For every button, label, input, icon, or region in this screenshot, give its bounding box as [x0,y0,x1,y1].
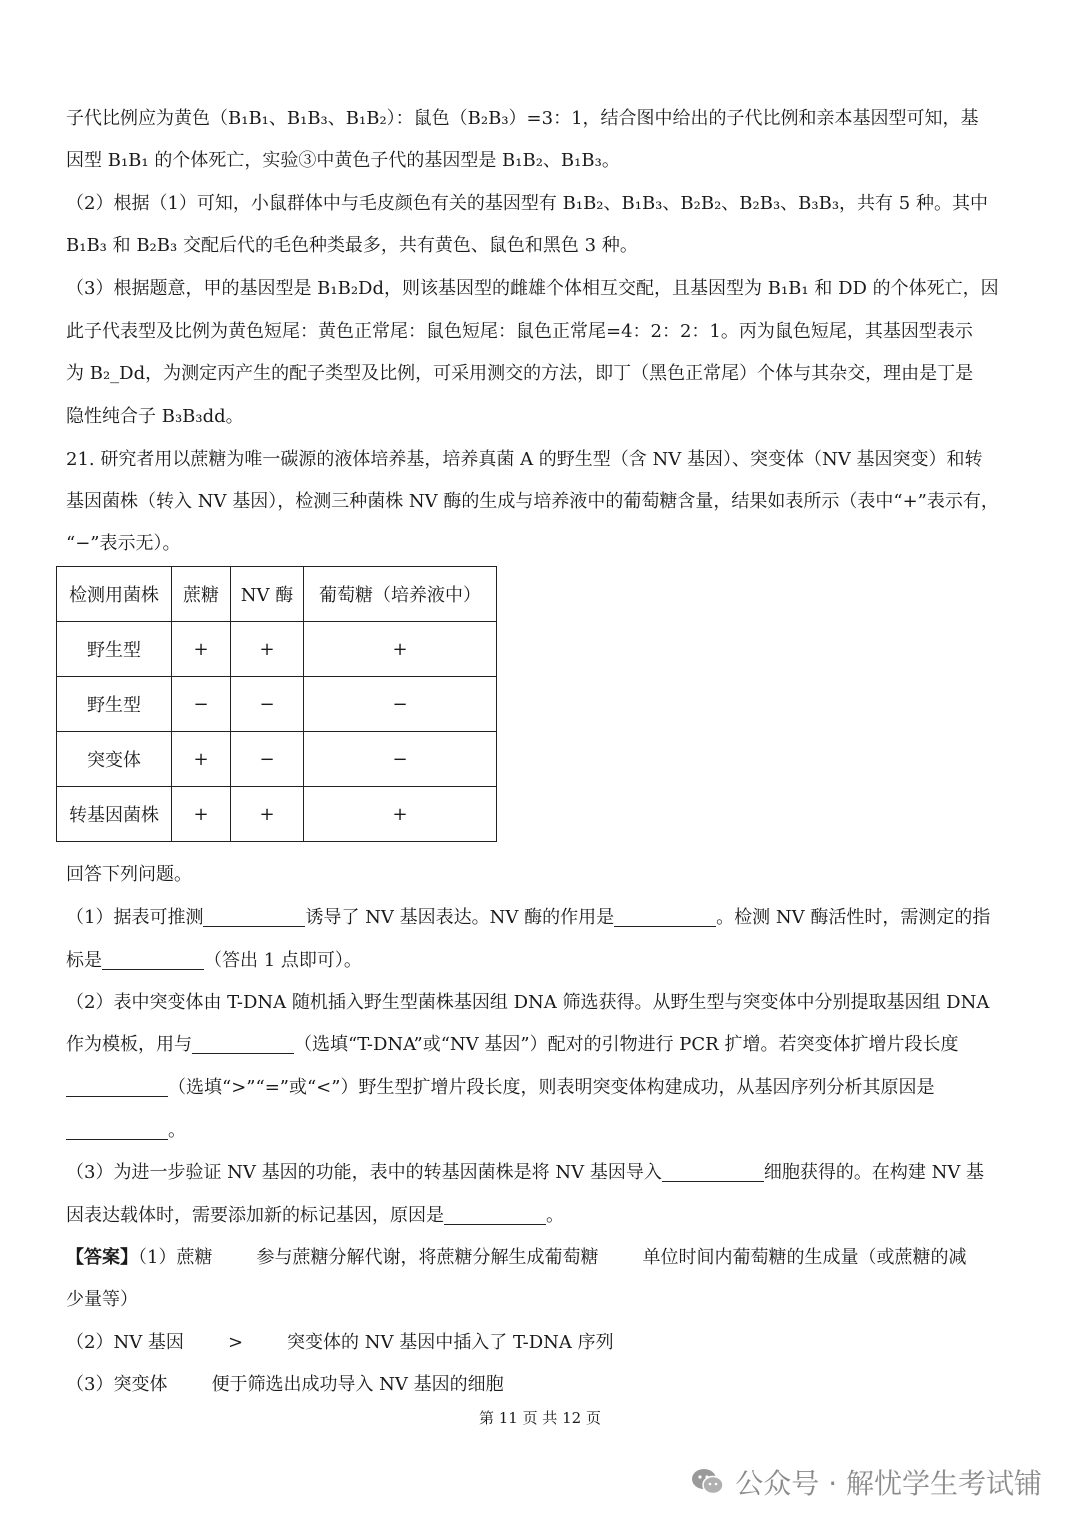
sub-question-3 [66,1152,1021,1194]
page-number: 第 11 页 共 12 页 [478,1409,601,1427]
table-header-row [57,567,497,622]
table-cell: − [231,732,304,787]
table-header-cell: 蔗糖 [172,567,231,622]
watermark-text: 公众号 · 解忧学生考试铺 [735,1467,1042,1500]
question-text: 细胞获得的。在构建 NV 基 [763,1162,985,1183]
table-cell: 突变体 [57,732,172,787]
answer-blank [662,1163,764,1182]
answer-blank [66,1121,168,1140]
answer-text: 单位时间内葡萄糖的生成量（或蔗糖的减 [642,1247,967,1268]
table-cell: + [304,787,497,842]
answer-blank [66,1078,168,1097]
prev-answer-line: 为 B₂_Dd，为测定丙产生的配子类型及比例，可采用测交的方法，即丁（黑色正常尾）个体与其杂交，理由是丁是 [66,363,974,384]
prev-answer-line: （2）根据（1）可知，小鼠群体中与毛皮颜色有关的基因型有 B₁B₂、B₁B₃、B₂B₂、B₂B₃、B₃B₃，共有 5 种。其中 [66,193,988,214]
table-cell: + [172,622,231,677]
answer-blank [192,1035,294,1054]
answer-label: 【答案】 [66,1247,138,1268]
table-cell: + [231,787,304,842]
table-cell: + [172,732,231,787]
table-cell: − [304,677,497,732]
answer-text: （1）蔗糖 [138,1247,213,1268]
answer-line-1 [66,1237,1021,1279]
question-stem-line: 基因菌株（转入 NV 基因），检测三种菌株 NV 酶的生成与培养液中的葡萄糖含量，结果如表所示（表中“+”表示有， [66,491,999,512]
table-header-cell: 检测用菌株 [57,567,172,622]
answer-text: > [227,1332,244,1353]
table-header-cell: 葡萄糖（培养液中） [304,567,497,622]
prev-answer-line: （3）根据题意，甲的基因型是 B₁B₂Dd，则该基因型的雌雄个体相互交配，且基因型为 B₁B₁ 和 DD 的个体死亡，因 [66,278,999,299]
sub-question-1-cont [66,940,1021,982]
answer-text: （3）突变体 [66,1374,168,1395]
sub-question-2-cont [66,1110,1021,1152]
answer-blank [614,908,716,927]
answer-line-2 [66,1322,1021,1364]
sub-question-3-cont [66,1195,1021,1237]
sub-question-2: （2）表中突变体由 T-DNA 随机插入野生型菌株基因组 DNA 筛选获得。从野生型与突变体中分别提取基因组 DNA [66,992,990,1013]
question-text: 诱导了 NV 基因表达。NV 酶的作用是 [305,907,615,928]
answer-text: （2）NV 基因 [66,1332,184,1353]
table-cell: + [304,622,497,677]
prev-answer-line: 因型 B₁B₁ 的个体死亡，实验③中黄色子代的基因型是 B₁B₂、B₁B₃。 [66,150,620,171]
answer-text: 突变体的 NV 基因中插入了 T-DNA 序列 [287,1332,614,1353]
answer-text: 参与蔗糖分解代谢，将蔗糖分解生成葡萄糖 [256,1247,599,1268]
prev-answer-line: 隐性纯合子 B₃B₃dd。 [66,406,244,427]
question-text: 作为模板，用与 [66,1034,192,1055]
table-cell: 野生型 [57,622,172,677]
question-stem-line: 21. 研究者用以蔗糖为唯一碳源的液体培养基，培养真菌 A 的野生型（含 NV 基因）、突变体（NV 基因突变）和转 [66,449,983,470]
table-cell: − [172,677,231,732]
prev-answer-line: 此子代表型及比例为黄色短尾：黄色正常尾：鼠色短尾：鼠色正常尾=4：2：2：1。丙为鼠色短尾，其基因型表示 [66,321,973,342]
table-cell: − [231,677,304,732]
table-cell: − [304,732,497,787]
question-text: （选填“>”“=”或“<”）野生型扩增片段长度，则表明突变体构建成功，从基因序列分析其原因是 [168,1077,935,1098]
table-header-cell: NV 酶 [231,567,304,622]
table-row [57,732,497,787]
answer-blank [203,908,305,927]
table-row [57,622,497,677]
question-text: 。 [168,1120,186,1141]
sub-question-1 [66,897,1021,939]
prev-answer-line: B₁B₃ 和 B₂B₃ 交配后代的毛色种类最多，共有黄色、鼠色和黑色 3 种。 [66,235,638,256]
question-text: 因表达载体时，需要添加新的标记基因，原因是 [66,1205,444,1226]
question-text: （1）据表可推测 [66,907,204,928]
answer-blank [102,951,204,970]
table-cell: 野生型 [57,677,172,732]
watermark [691,1462,1042,1502]
table-cell: 转基因菌株 [57,787,172,842]
table-cell: + [231,622,304,677]
prev-answer-line: 子代比例应为黄色（B₁B₁、B₁B₃、B₁B₂）：鼠色（B₂B₃）=3：1，结合图中给出的子代比例和亲本基因型可知，基 [66,108,979,129]
table-row [57,677,497,732]
question-stem-line: “−”表示无）。 [66,533,181,554]
answer-line-3 [66,1364,1021,1406]
answer-line-1-cont: 少量等） [66,1289,138,1310]
table-cell: + [172,787,231,842]
question-text: 标是 [66,950,102,971]
sub-question-2-cont [66,1067,1021,1109]
results-table [56,566,497,842]
questions-intro: 回答下列问题。 [66,864,192,885]
answer-blank [444,1206,546,1225]
table-row [57,787,497,842]
sub-question-2-cont [66,1024,1021,1066]
wechat-icon [691,1467,725,1497]
question-text: （选填“T-DNA”或“NV 基因”）配对的引物进行 PCR 扩增。若突变体扩增片段长度 [294,1034,959,1055]
answer-text: 便于筛选出成功导入 NV 基因的细胞 [211,1374,504,1395]
question-text: 。 [546,1205,564,1226]
question-text: （3）为进一步验证 NV 基因的功能，表中的转基因菌株是将 NV 基因导入 [66,1162,662,1183]
question-text: 。检测 NV 酶活性时，需测定的指 [716,907,991,928]
question-text: （答出 1 点即可）。 [204,950,362,971]
